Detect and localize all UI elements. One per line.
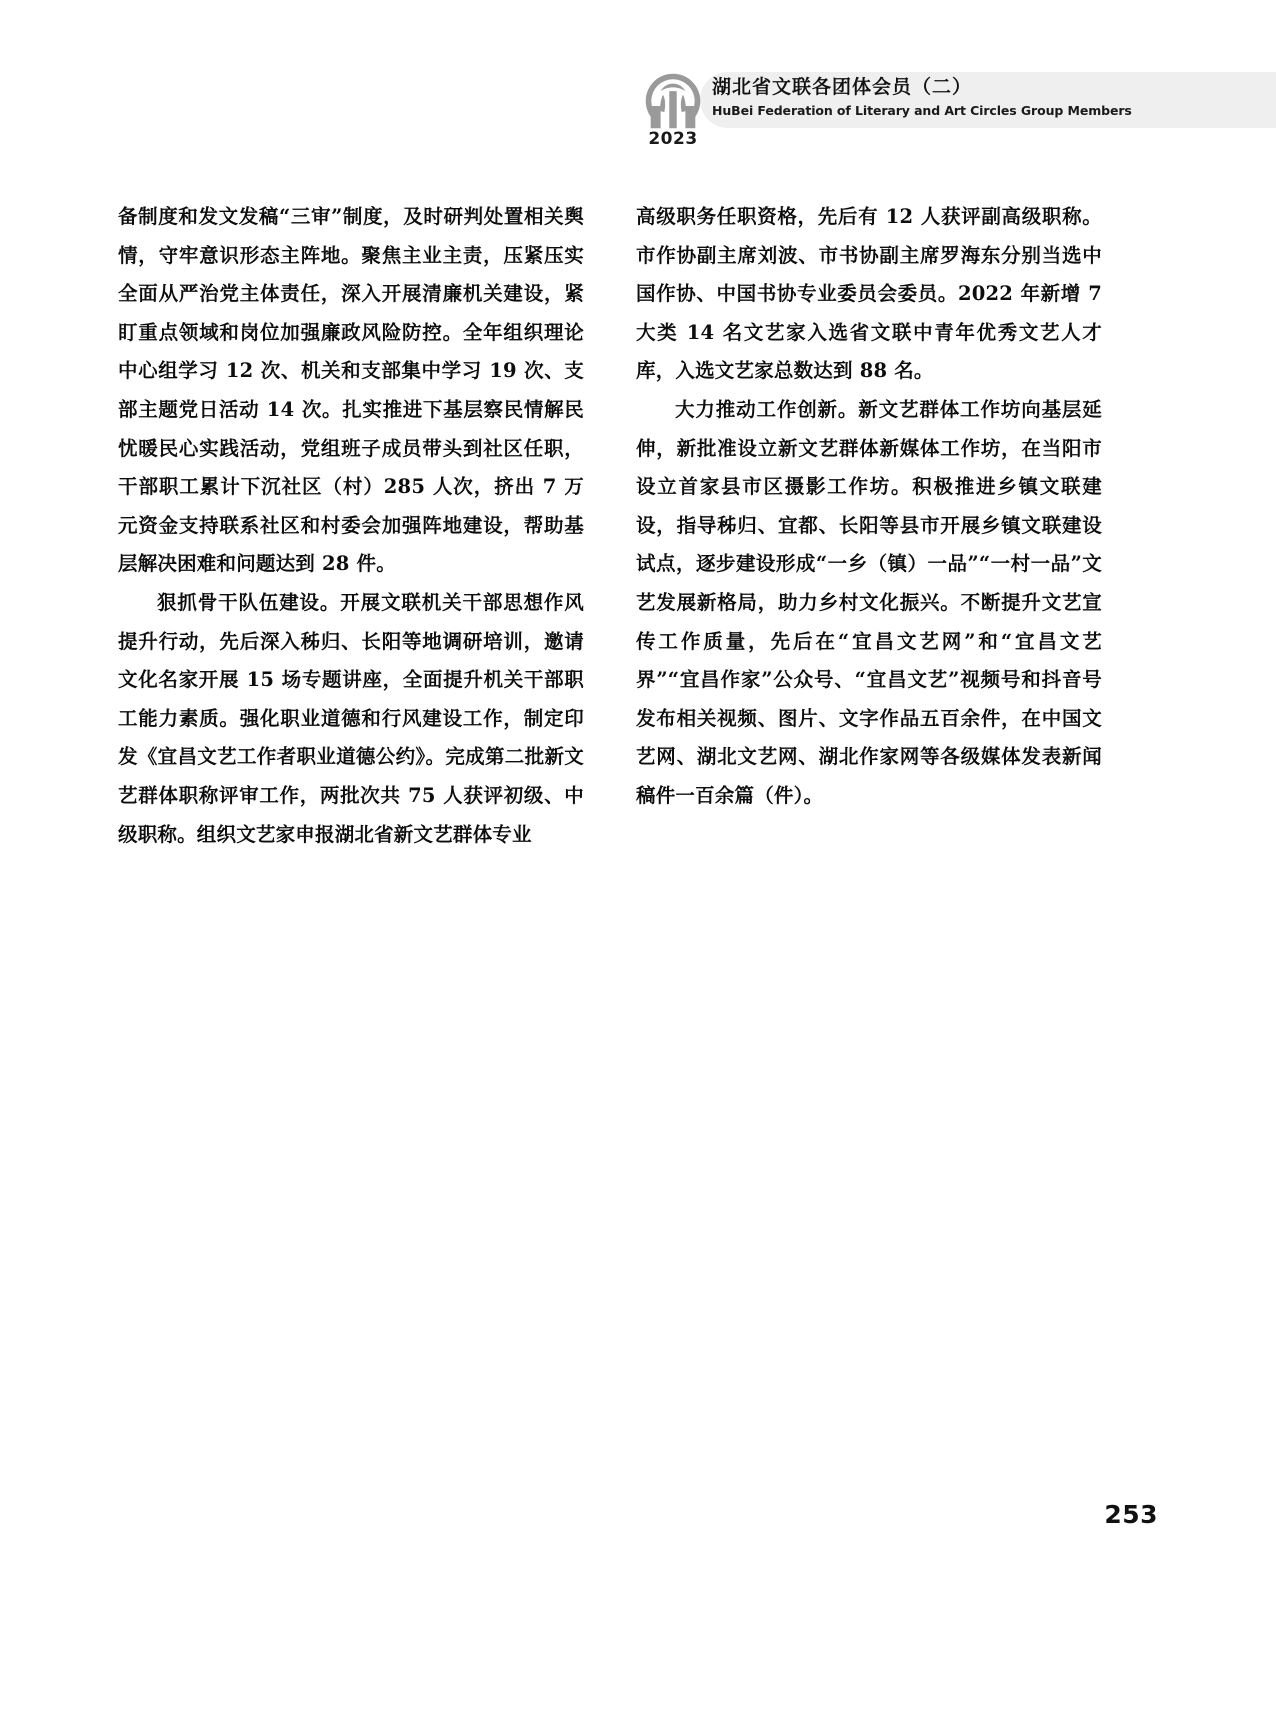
column-right <box>636 198 1102 816</box>
paragraph: 备制度和发文发稿“三审”制度，及时研判处置相关舆情，守牢意识形态主阵地。聚焦主业主责，压紧压实全面从严治党主体责任，深入开展清廉机关建设，紧盯重点领域和岗位加强廉政风险防控。全年组织理论中心组学习 12 次、机关和支部集中学习 19 次、支部主题党日活动 14 次。扎实推进下基层察民情解民忧暖民心实践活动，党组班子成员带头到社区任职，干部职工累计下沉社区（村）285 人次，挤出 7 万元资金支持联系社区和村委会加强阵地建设，帮助基层解决困难和问题达到 28 件。 <box>118 205 584 576</box>
page-number: 253 <box>1104 1500 1158 1529</box>
hubei-federation-emblem-icon <box>642 70 704 132</box>
header-title-group <box>712 76 1132 118</box>
paragraph: 狠抓骨干队伍建设。开展文联机关干部思想作风提升行动，先后深入秭归、长阳等地调研培训，邀请文化名家开展 15 场专题讲座，全面提升机关干部职工能力素质。强化职业道德和行风建设工作，制定印发《宜昌文艺工作者职业道德公约》。完成第二批新文艺群体职称评审工作，两批次共 75 人获评初级、中级职称。组织文艺家申报湖北省新文艺群体专业 <box>118 590 584 846</box>
paragraph: 大力推动工作创新。新文艺群体工作坊向基层延伸，新批准设立新文艺群体新媒体工作坊，在当阳市设立首家县市区摄影工作坊。积极推进乡镇文联建设，指导秭归、宜都、长阳等县市开展乡镇文联建设试点，逐步建设形成“一乡（镇）一品”“一村一品”文艺发展新格局，助力乡村文化振兴。不断提升文艺宣传工作质量，先后在“宜昌文艺网”和“宜昌文艺界”“宜昌作家”公众号、“宜昌文艺”视频号和抖音号发布相关视频、图片、文字作品五百余件，在中国文艺网、湖北文艺网、湖北作家网等各级媒体发表新闻稿件一百余篇（件）。 <box>636 397 1102 807</box>
column-left <box>118 198 584 854</box>
body-columns <box>0 198 1276 846</box>
logo-year-label: 2023 <box>648 129 698 149</box>
header-title-english: HuBei Federation of Literary and Art Circles Group Members <box>712 102 1132 118</box>
publisher-logo <box>637 70 709 160</box>
running-header <box>0 72 1276 149</box>
paragraph: 高级职务任职资格，先后有 12 人获评副高级职称。市作协副主席刘波、市书协副主席罗海东分别当选中国作协、中国书协专业委员会委员。2022 年新增 7 大类 14 名文艺家入选省文联中青年优秀文艺人才库，入选文艺家总数达到 88 名。 <box>636 205 1102 383</box>
header-title-chinese: 湖北省文联各团体会员（二） <box>712 76 973 98</box>
